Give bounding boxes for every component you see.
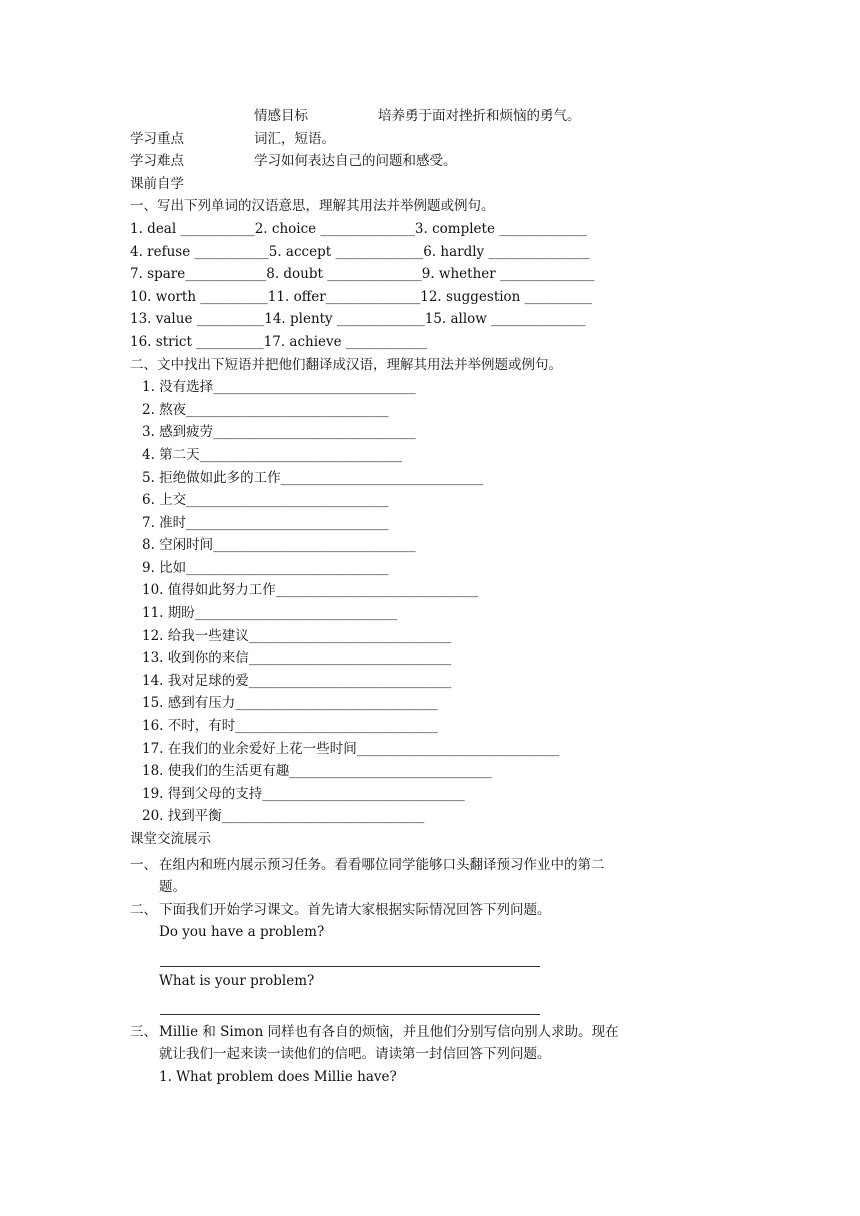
phrase-item: 13. 收到你的来信______________________________: [142, 650, 452, 667]
word-line: 16. strict __________17. achieve ____________: [130, 333, 427, 350]
phrase-item: 8. 空闲时间______________________________: [142, 537, 416, 554]
phrase-item: 18. 使我们的生活更有趣______________________________: [142, 763, 492, 780]
task2-title: 二、文中找出下短语并把他们翻译成汉语，理解其用法并举例题或例句。: [130, 356, 562, 373]
question-c: 1. What problem does Millie have?: [159, 1068, 397, 1085]
phrase-item: 7. 准时______________________________: [142, 514, 389, 531]
header-key: 词汇，短语。: [254, 130, 335, 147]
phrase-item: 2. 熬夜______________________________: [142, 401, 389, 418]
item-text: Millie 和 Simon 同样也有各自的烦恼，并且他们分别写信向别人求助。现在就让我们一起来读一读他们的信吧。请读第一封信回答下列问题。: [159, 1023, 619, 1063]
phrase-item: 19. 得到父母的支持______________________________: [142, 785, 465, 802]
word-line: 10. worth __________11. offer______________12. suggestion __________: [130, 288, 593, 305]
word-line: 13. value __________14. plenty _____________15. allow ______________: [130, 311, 586, 328]
phrase-item: 16. 不时，有时______________________________: [142, 718, 438, 735]
header-row-difficulty: [130, 150, 620, 173]
word-line: 7. spare____________8. doubt ______________9. whether ______________: [130, 266, 595, 283]
answer-line[interactable]: [160, 944, 540, 967]
header-key: 情感目标: [254, 108, 308, 124]
worksheet-content: [130, 105, 620, 1089]
header-label: 学习难点: [130, 153, 184, 170]
header-row-goal: [130, 105, 620, 128]
item-marker: 二、: [130, 901, 157, 918]
section-title-preview: 课前自学: [130, 175, 184, 192]
item-text: 下面我们开始学习课文。首先请大家根据实际情况回答下列问题。: [159, 901, 551, 918]
word-line: 1. deal ___________2. choice ______________3. complete _____________: [130, 220, 587, 237]
item-marker: 三、: [130, 1023, 157, 1040]
phrase-item: 4. 第二天______________________________: [142, 446, 403, 463]
header-label: 学习重点: [130, 130, 184, 147]
phrase-item: 6. 上交______________________________: [142, 492, 389, 509]
class-item-1: [130, 854, 620, 899]
answer-line[interactable]: [160, 992, 540, 1015]
phrase-list: [130, 376, 620, 828]
phrase-item: 9. 比如______________________________: [142, 559, 389, 576]
question-b: What is your problem?: [159, 972, 315, 989]
phrase-item: 5. 拒绝做如此多的工作______________________________: [142, 469, 484, 486]
phrase-item: 1. 没有选择______________________________: [142, 379, 416, 396]
header-key: 学习如何表达自己的问题和感受。: [254, 153, 457, 170]
phrase-item: 17. 在我们的业余爱好上花一些时间______________________________: [142, 740, 560, 757]
class-item-2: [130, 899, 620, 922]
phrase-item: 12. 给我一些建议______________________________: [142, 627, 452, 644]
phrase-item: 20. 找到平衡______________________________: [142, 808, 425, 825]
item-text: 在组内和班内展示预习任务。看看哪位同学能够口头翻译预习作业中的第二题。: [159, 856, 605, 896]
phrase-item: 11. 期盼______________________________: [142, 605, 398, 622]
phrase-item: 10. 值得如此努力工作______________________________: [142, 582, 479, 599]
class-item-3: [130, 1021, 620, 1066]
header-value: 培养勇于面对挫折和烦恼的勇气。: [378, 108, 581, 124]
phrase-item: 15. 感到有压力______________________________: [142, 695, 438, 712]
section-title-class: 课堂交流展示: [130, 831, 211, 847]
header-label: [130, 105, 254, 128]
task1-title: 一、写出下列单词的汉语意思，理解其用法并举例题或例句。: [130, 198, 495, 215]
phrase-item: 14. 我对足球的爱______________________________: [142, 672, 452, 689]
phrase-item: 3. 感到疲劳______________________________: [142, 424, 416, 441]
header-row-focus: [130, 128, 620, 151]
word-line: 4. refuse ___________5. accept _____________6. hardly _______________: [130, 243, 590, 260]
question-a: Do you have a problem?: [159, 924, 325, 941]
item-marker: 一、: [130, 856, 157, 873]
